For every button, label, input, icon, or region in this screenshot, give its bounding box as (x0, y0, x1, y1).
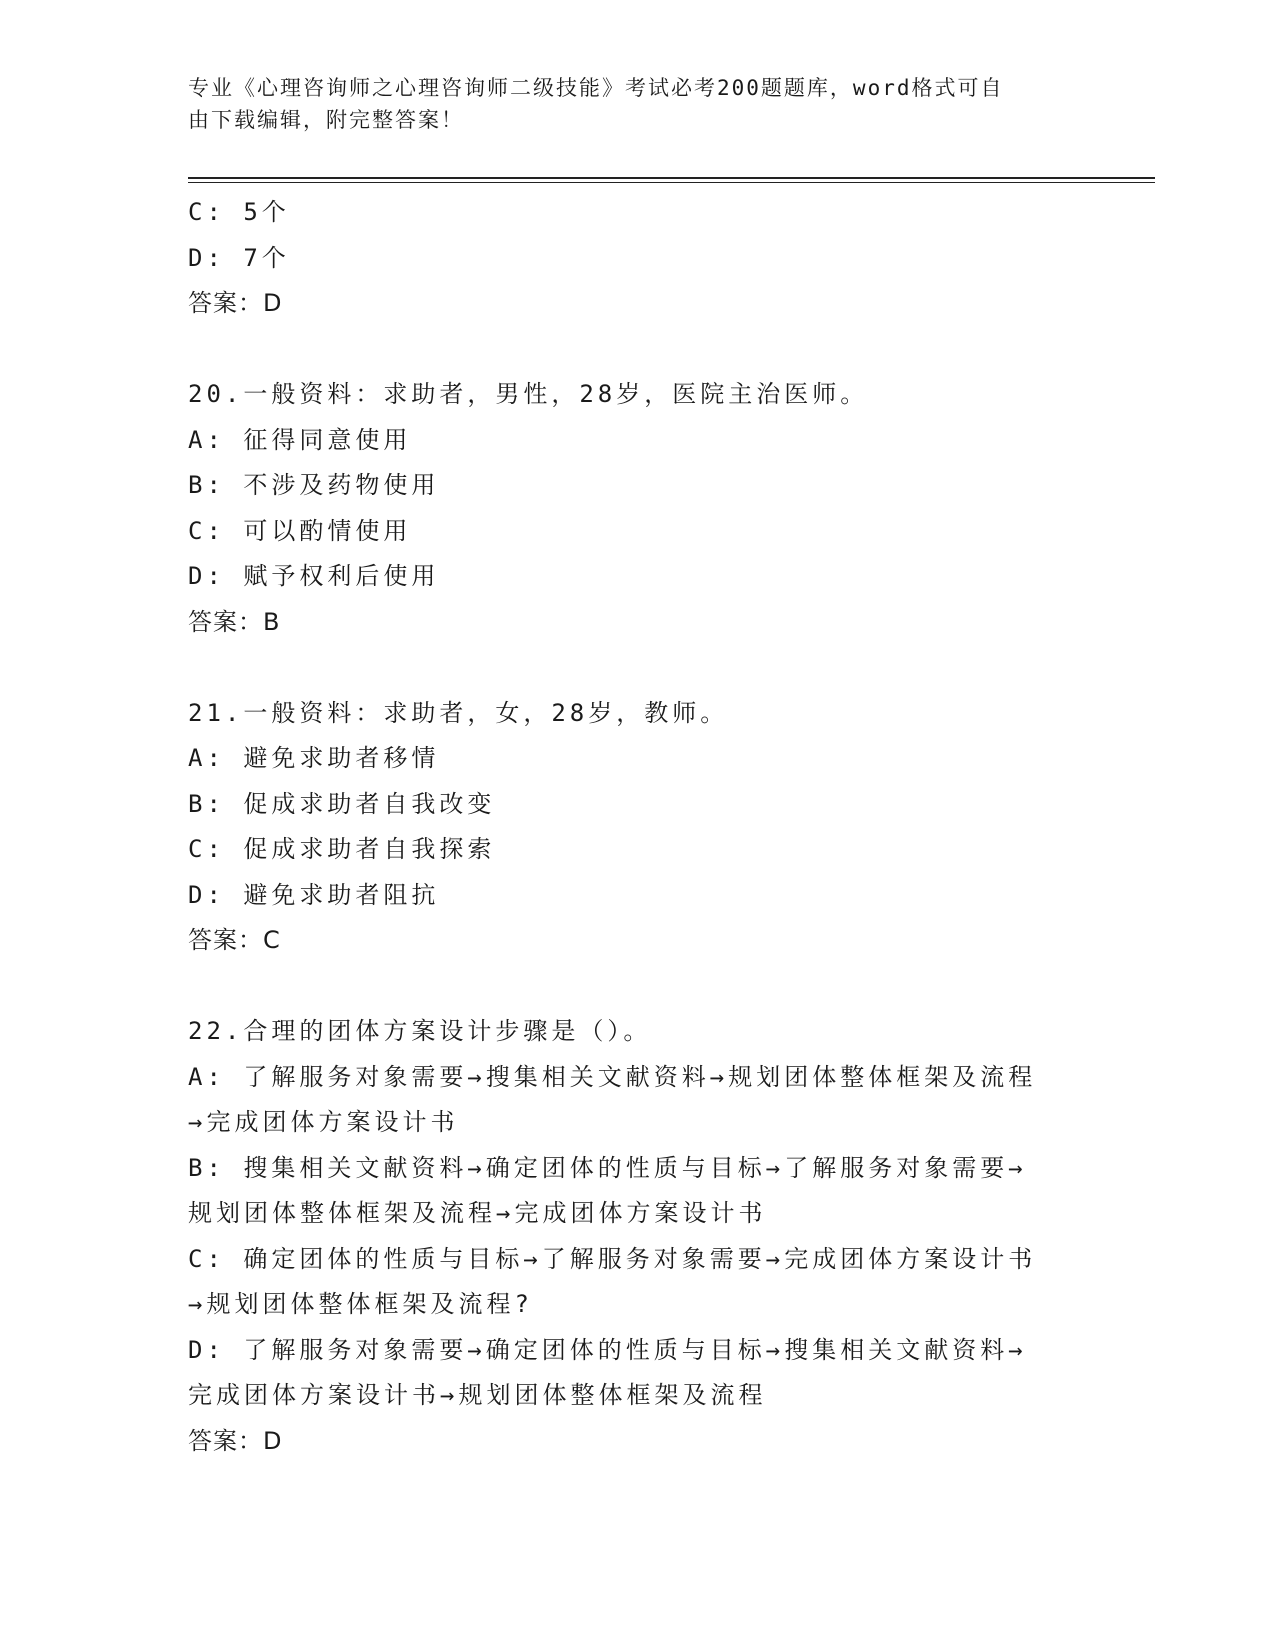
option-c: C: 促成求助者自我探索 (188, 835, 496, 863)
option-c: C: 5个 (188, 198, 290, 226)
option-d: D: 避免求助者阻抗 (188, 880, 440, 909)
answer-line: 答案：C (188, 926, 281, 954)
option-b-continued: 规划团体整体框架及流程→完成团体方案设计书 (188, 1199, 767, 1227)
question-stem: 21.一般资料：求助者，女，28岁，教师。 (188, 698, 729, 727)
option-d: D: 赋予权利后使用 (188, 562, 440, 590)
question-22 (188, 1009, 1088, 1464)
option-d: D: 7个 (188, 243, 290, 272)
answer-line: 答案：B (188, 607, 281, 636)
partial-question (188, 190, 1088, 327)
option-d: D: 了解服务对象需要→确定团体的性质与目标→搜集相关文献资料→ (188, 1335, 1027, 1364)
question-21 (188, 691, 1088, 964)
option-b: B: 不涉及药物使用 (188, 471, 440, 499)
option-b: B: 促成求助者自我改变 (188, 789, 496, 818)
option-a: A: 征得同意使用 (188, 425, 412, 454)
spacer (188, 964, 1088, 1010)
option-a: A: 避免求助者移情 (188, 744, 440, 772)
option-c: C: 确定团体的性质与目标→了解服务对象需要→完成团体方案设计书 (188, 1244, 1037, 1273)
spacer (188, 327, 1088, 373)
answer-line: 答案：D (188, 289, 283, 317)
question-stem: 20.一般资料：求助者，男性，28岁，医院主治医师。 (188, 380, 869, 408)
question-20 (188, 372, 1088, 645)
spacer (188, 645, 1088, 691)
document-header (188, 72, 1088, 136)
header-line-2: 由下载编辑，附完整答案！ (188, 108, 464, 132)
option-c-continued: →规划团体整体框架及流程? (188, 1290, 533, 1318)
option-a: A: 了解服务对象需要→搜集相关文献资料→规划团体整体框架及流程 (188, 1062, 1037, 1091)
question-list (188, 190, 1088, 1464)
header-divider-thin (188, 182, 1155, 183)
option-b: B: 搜集相关文献资料→确定团体的性质与目标→了解服务对象需要→ (188, 1153, 1027, 1182)
option-a-continued: →完成团体方案设计书 (188, 1108, 459, 1136)
option-d-continued: 完成团体方案设计书→规划团体整体框架及流程 (188, 1381, 767, 1409)
header-line-1: 专业《心理咨询师之心理咨询师二级技能》考试必考200题题库，word格式可自 (188, 76, 1004, 100)
answer-line: 答案：D (188, 1426, 283, 1455)
header-divider-thick (188, 177, 1155, 179)
option-c: C: 可以酌情使用 (188, 516, 412, 545)
question-stem: 22.合理的团体方案设计步骤是（）。 (188, 1017, 652, 1045)
